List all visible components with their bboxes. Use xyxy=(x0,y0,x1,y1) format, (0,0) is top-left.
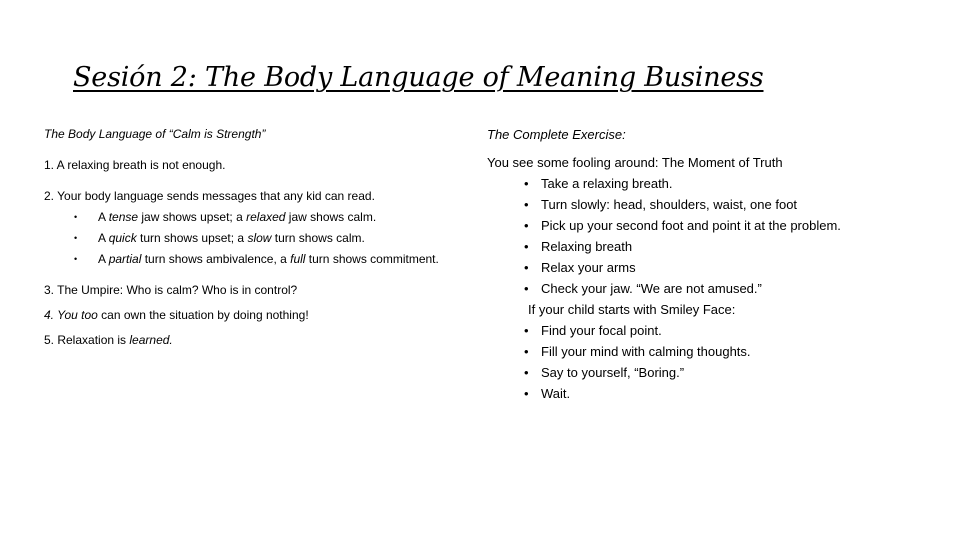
right-heading: The Complete Exercise: xyxy=(487,127,626,142)
slide-title: Sesión 2: The Body Language of Meaning Business xyxy=(73,62,764,93)
list-item: • Turn slowly: head, shoulders, waist, one foot xyxy=(524,194,947,215)
smiley-face-bullets xyxy=(487,320,947,404)
list-item: • A partial turn shows ambivalence, a full turn shows commitment. xyxy=(74,249,484,270)
body-language-bullets xyxy=(44,207,484,270)
right-column xyxy=(487,124,947,404)
point-4: 4. You too can own the situation by doing nothing! xyxy=(44,308,309,322)
smiley-face-subheading: If your child starts with Smiley Face: xyxy=(528,302,736,317)
list-item: • Take a relaxing breath. xyxy=(524,173,947,194)
point-2: 2. Your body language sends messages that any kid can read. xyxy=(44,189,375,203)
list-item: • A tense jaw shows upset; a relaxed jaw shows calm. xyxy=(74,207,484,228)
list-item: • Fill your mind with calming thoughts. xyxy=(524,341,947,362)
exercise-intro: You see some fooling around: The Moment of Truth xyxy=(487,155,783,170)
list-item: • Pick up your second foot and point it at the problem. xyxy=(524,215,947,236)
list-item: • Find your focal point. xyxy=(524,320,947,341)
list-item: • Check your jaw. “We are not amused.” xyxy=(524,278,947,299)
left-heading: The Body Language of “Calm is Strength” xyxy=(44,127,266,141)
list-item: • Say to yourself, “Boring.” xyxy=(524,362,947,383)
point-3: 3. The Umpire: Who is calm? Who is in control? xyxy=(44,283,298,297)
list-item: • Relaxing breath xyxy=(524,236,947,257)
left-column xyxy=(44,124,484,351)
list-item: • Relax your arms xyxy=(524,257,947,278)
list-item: • A quick turn shows upset; a slow turn shows calm. xyxy=(74,228,484,249)
point-1: 1. A relaxing breath is not enough. xyxy=(44,158,226,172)
list-item: • Wait. xyxy=(524,383,947,404)
moment-of-truth-bullets xyxy=(487,173,947,299)
point-5: 5. Relaxation is learned. xyxy=(44,333,173,347)
